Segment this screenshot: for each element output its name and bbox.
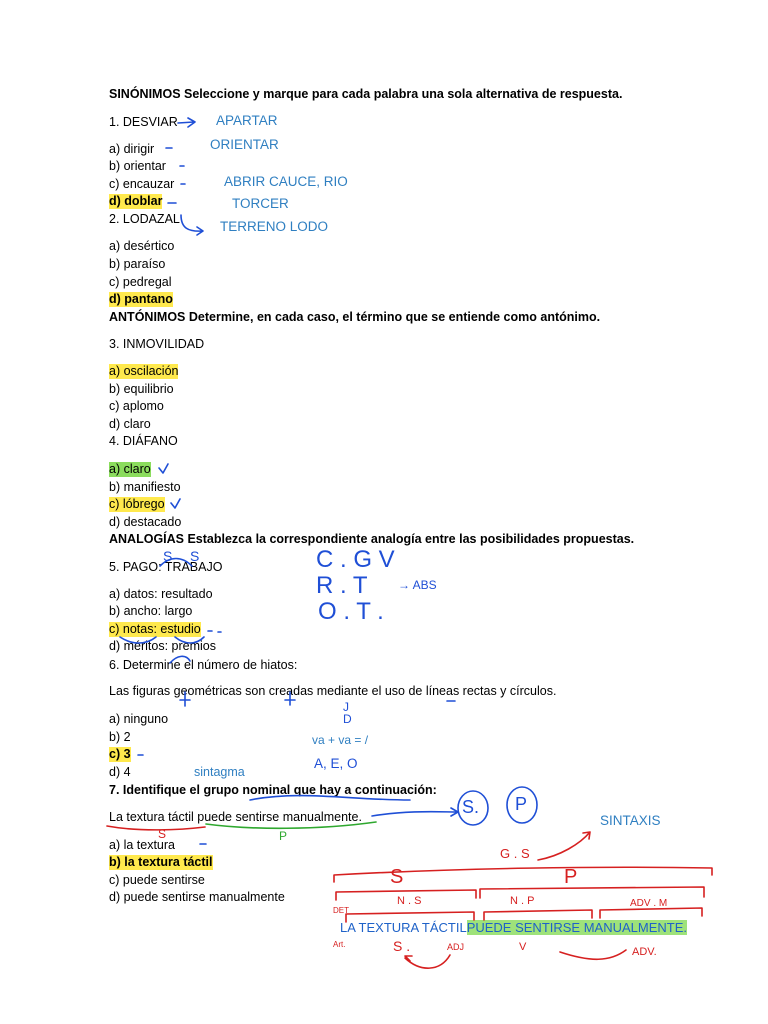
note-s-low: S . (393, 938, 411, 954)
antonyms-heading (109, 310, 600, 325)
note-cgv: C . G V (316, 546, 395, 573)
note-s7: S (158, 827, 167, 841)
note-p7: P (279, 829, 288, 843)
note-abrir-cauce: ABRIR CAUCE, RIO (224, 174, 348, 189)
q7-label: 7. Identifique el grupo nominal que hay a continuación: (109, 783, 437, 797)
q2-option-a[interactable]: a) desértico (109, 239, 175, 253)
q7-option-b[interactable]: b) la textura táctil (109, 855, 213, 869)
q4-option-d[interactable]: d) destacado (109, 515, 182, 529)
note-p-big: P (564, 866, 578, 888)
q5-option-b[interactable]: b) ancho: largo (109, 604, 193, 618)
annotated-sentence-predicate: PUEDE SENTIRSE MANUALMENTE. (466, 920, 688, 935)
note-s5a: S (163, 548, 173, 564)
q3-option-c[interactable]: c) aplomo (109, 399, 164, 413)
q6-sentence: Las figuras geométricas son creadas mediante el uso de líneas rectas y círculos. (109, 684, 557, 698)
note-art: Art. (333, 940, 346, 949)
q7-option-d[interactable]: d) puede sentirse manualmente (109, 890, 285, 904)
note-d: D (343, 712, 352, 726)
q3-option-b[interactable]: b) equilibrio (109, 382, 174, 396)
synonyms-heading (109, 87, 622, 102)
note-np: N . P (510, 895, 535, 907)
note-s5b: S (190, 548, 200, 564)
q5-label: 5. PAGO: TRABAJO (109, 560, 223, 574)
analogies-title: ANALOGÍAS (109, 532, 184, 546)
note-adv-m: ADV . M (630, 898, 668, 909)
q2-option-d[interactable]: d) pantano (109, 292, 173, 306)
q3-label: 3. INMOVILIDAD (109, 337, 205, 351)
q4-option-c[interactable]: c) lóbrego (109, 497, 165, 511)
q1-label: 1. DESVIAR (109, 115, 178, 129)
q6-option-b[interactable]: b) 2 (109, 730, 131, 744)
q3-option-d[interactable]: d) claro (109, 417, 151, 431)
q7-option-a[interactable]: a) la textura (109, 838, 176, 852)
check-icon (159, 464, 168, 473)
q6-option-d[interactable]: d) 4 (109, 765, 131, 779)
q1-option-a[interactable]: a) dirigir (109, 142, 155, 156)
note-s-circled: S. (462, 797, 480, 817)
note-sintagma: sintagma (194, 765, 245, 779)
synonyms-instruction: Seleccione y marque para cada palabra una sola alternativa de respuesta. (180, 87, 623, 101)
q6-label: 6. Determine el número de hiatos: (109, 658, 298, 672)
check-icon (171, 499, 180, 508)
q6-option-a[interactable]: a) ninguno (109, 712, 169, 726)
arrow-icon (181, 215, 203, 235)
note-adv: ADV. (632, 946, 657, 958)
note-terreno-lodo: TERRENO LODO (220, 219, 329, 234)
q4-option-b[interactable]: b) manifiesto (109, 480, 181, 494)
note-ns: N . S (397, 895, 422, 907)
note-gs: G . S (500, 846, 530, 861)
note-adj: ADJ (447, 942, 465, 952)
note-apartar: APARTAR (216, 113, 278, 128)
q7-option-c[interactable]: c) puede sentirse (109, 873, 205, 887)
note-det: DET (333, 906, 349, 915)
arrow-icon (178, 118, 195, 127)
note-orientar: ORIENTAR (210, 137, 279, 152)
note-p-circled: P (515, 794, 528, 814)
q5-option-d[interactable]: d) méritos: premios (109, 639, 216, 653)
note-abs: → ABS (398, 578, 437, 592)
q5-option-c[interactable]: c) notas: estudio (109, 622, 201, 636)
note-s-big: S (390, 866, 404, 888)
note-rt: R . T (316, 572, 368, 599)
q1-option-c[interactable]: c) encauzar (109, 177, 175, 191)
q5-option-a[interactable]: a) datos: resultado (109, 587, 213, 601)
q4-label: 4. DIÁFANO (109, 434, 178, 448)
q3-option-a[interactable]: a) oscilación (109, 364, 179, 378)
analogies-instruction: Establezca la correspondiente analogía entre las posibilidades propuestas. (184, 532, 635, 546)
note-ot: O . T . (318, 598, 384, 625)
note-sintaxis: SINTAXIS (600, 813, 661, 828)
note-v: V (519, 941, 527, 953)
q6-option-c[interactable]: c) 3 (109, 747, 131, 761)
note-vowels: A, E, O (314, 756, 358, 771)
q2-option-c[interactable]: c) pedregal (109, 275, 172, 289)
antonyms-instruction: Determine, en cada caso, el término que se entiende como antónimo. (185, 310, 601, 324)
q1-option-b[interactable]: b) orientar (109, 159, 166, 173)
synonyms-title: SINÓNIMOS (109, 87, 181, 101)
annotated-sentence-subject: LA TEXTURA TÁCTIL (340, 920, 467, 935)
analogies-heading (109, 532, 634, 547)
note-torcer: TORCER (232, 196, 289, 211)
q7-sentence: La textura táctil puede sentirse manualmente. (109, 810, 362, 824)
note-va-va: va + va = / (312, 733, 369, 747)
annotated-sentence (340, 920, 687, 935)
q4-option-a[interactable]: a) claro (109, 462, 151, 476)
q2-label: 2. LODAZAL (109, 212, 180, 226)
dash-marks (166, 148, 185, 203)
q1-option-d[interactable]: d) doblar (109, 194, 163, 208)
note-j: J (343, 700, 349, 714)
q2-option-b[interactable]: b) paraíso (109, 257, 166, 271)
antonyms-title: ANTÓNIMOS (109, 310, 186, 324)
